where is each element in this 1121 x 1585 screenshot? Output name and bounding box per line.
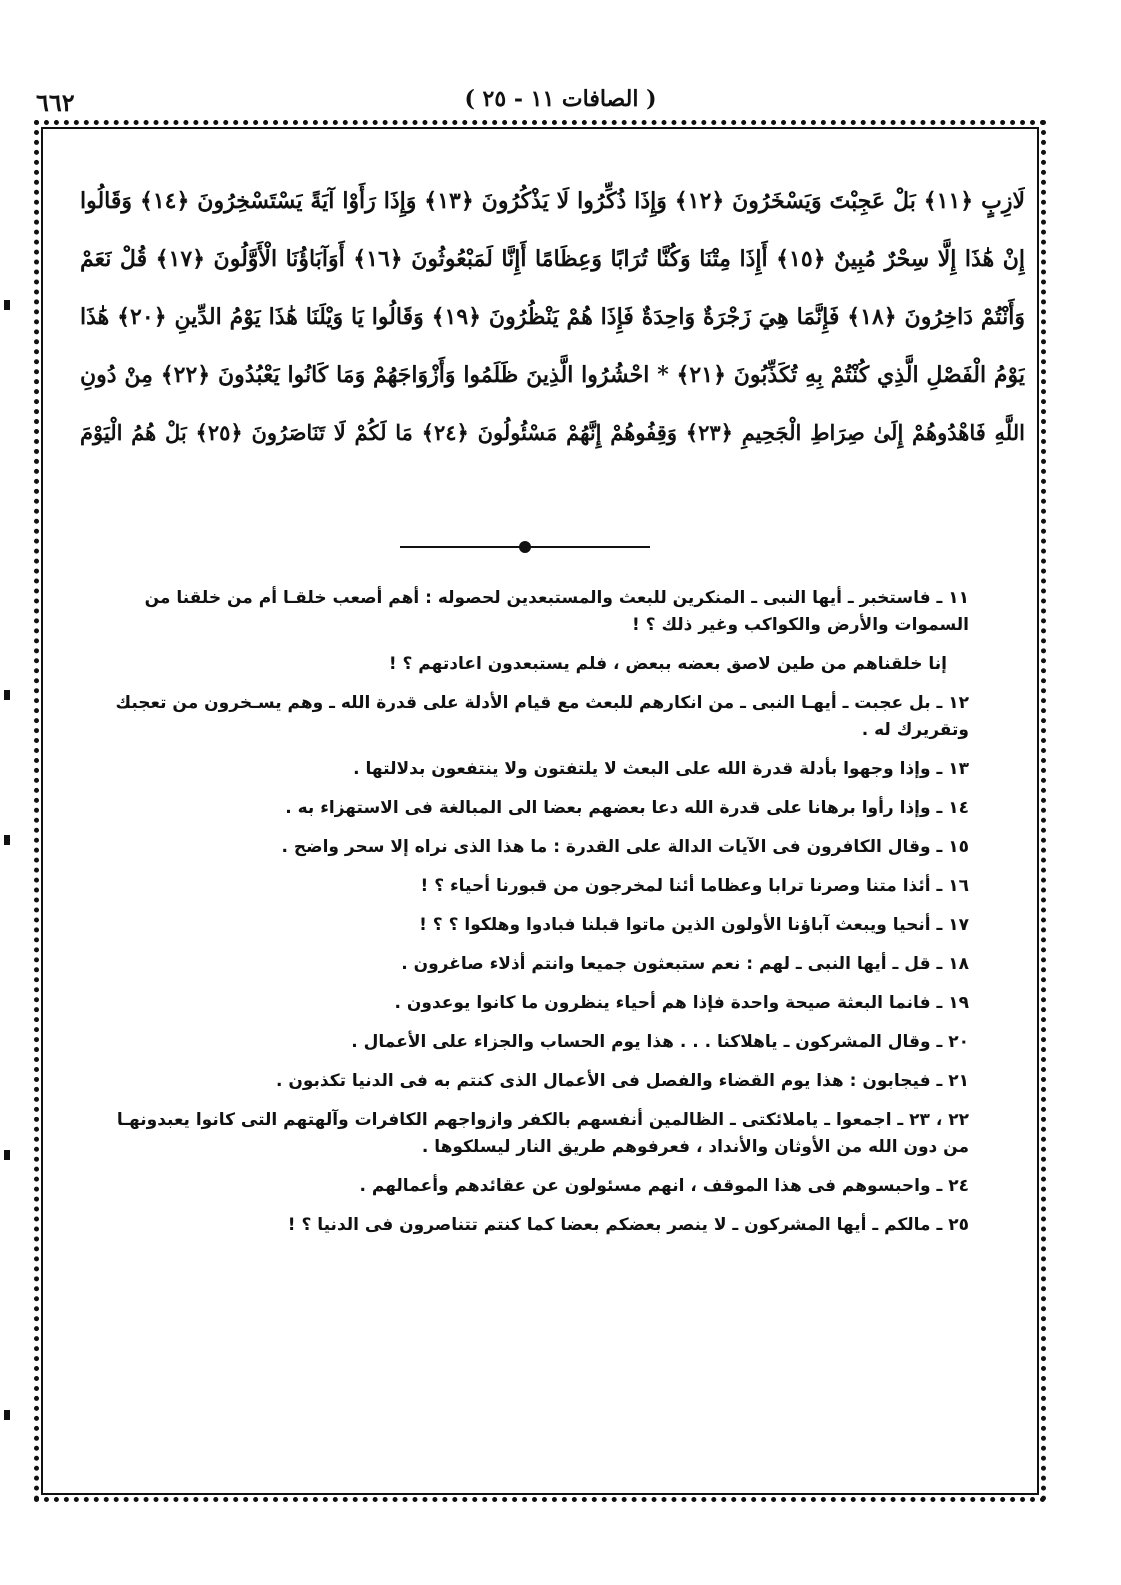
scan-mark [4, 1410, 10, 1420]
scan-mark [4, 690, 10, 700]
quran-line: وَأَنْتُمْ دَاخِرُونَ ﴿١٨﴾ فَإِنَّمَا هِيَ زَجْرَةٌ وَاحِدَةٌ فَإِذَا هُمْ يَنْظُرُونَ ﴿١٩﴾ وَقَالُوا يَا وَيْلَنَا هَٰذَا يَوْمُ الدِّينِ ﴿٢٠﴾ هَٰذَا [80, 304, 1025, 330]
tafsir-entry: ١١ ـ فاستخبر ـ أيها النبى ـ المنكرين للبعث والمستبعدين لحصوله : أهم أصعب خلقـا أم من خلقنا من السموات والأرض والكواكب وغير ذلك ؟ ! [144, 588, 969, 635]
tafsir-entry: ١٨ ـ قل ـ أيها النبى ـ لهم : نعم ستبعثون جميعا وانتم أذلاء صاغرون . [401, 954, 969, 974]
tafsir-entry: ١٧ ـ أنحيا ويبعث آباؤنا الأولون الذين ماتوا قبلنا فبادوا وهلكوا ؟ ؟ ! [419, 915, 969, 935]
tafsir-text [104, 585, 969, 1251]
tafsir-entry: ١٩ ـ فانما البعثة صيحة واحدة فإذا هم أحياء ينظرون ما كانوا يوعدون . [394, 993, 969, 1013]
tafsir-entry: ٢٠ ـ وقال المشركون ـ ياهلاكنا . . . هذا يوم الحساب والجزاء على الأعمال . [351, 1032, 969, 1052]
surah-title: ( الصافات ١١ - ٢٥ ) [464, 86, 657, 112]
tafsir-entry: ٢٢ ، ٢٣ ـ اجمعوا ـ ياملائكتى ـ الظالمين أنفسهم بالكفر وازواجهم الكافرات وآلهتهم التى كانوا يعبدونهـا من دون الله من الأوثان والأنداد ، فعرفوهم طريق النار ليسلكوها . [116, 1110, 969, 1157]
tafsir-entry: ١٤ ـ وإذا رأوا برهانا على قدرة الله دعا بعضهم بعضا الى المبالغة فى الاستهزاء به . [285, 798, 969, 818]
quran-line: إِنْ هَٰذَا إِلَّا سِحْرٌ مُبِينٌ ﴿١٥﴾ أَإِذَا مِتْنَا وَكُنَّا تُرَابًا وَعِظَامًا أَإِنَّا لَمَبْعُوثُونَ ﴿١٦﴾ أَوَآبَاؤُنَا الْأَوَّلُونَ ﴿١٧﴾ قُلْ نَعَمْ [80, 246, 1025, 272]
quran-line: لَازِبٍ ﴿١١﴾ بَلْ عَجِبْتَ وَيَسْخَرُونَ ﴿١٢﴾ وَإِذَا ذُكِّرُوا لَا يَذْكُرُونَ ﴿١٣﴾ وَإِذَا رَأَوْا آيَةً يَسْتَسْخِرُونَ ﴿١٤﴾ وَقَالُوا [80, 188, 1025, 214]
divider-dot [519, 541, 531, 553]
tafsir-entry: إنا خلقناهم من طين لاصق بعضه ببعض ، فلم يستبعدون اعادتهم ؟ ! [388, 654, 947, 674]
tafsir-entry: ١٢ ـ بل عجبت ـ أيهـا النبى ـ من انكارهم للبعث مع قيام الأدلة على قدرة الله ـ وهم يسـخرون من تعجبك وتقريرك له . [115, 693, 969, 740]
section-divider [400, 540, 650, 554]
scan-mark [4, 300, 10, 310]
quran-line: اللَّهِ فَاهْدُوهُمْ إِلَىٰ صِرَاطِ الْجَحِيمِ ﴿٢٣﴾ وَقِفُوهُمْ إِنَّهُمْ مَسْئُولُونَ ﴿٢٤﴾ مَا لَكُمْ لَا تَنَاصَرُونَ ﴿٢٥﴾ بَلْ هُمُ الْيَوْمَ [80, 420, 1025, 445]
tafsir-entry: ٢٤ ـ واحبسوهم فى هذا الموقف ، انهم مسئولون عن عقائدهم وأعمالهم . [359, 1176, 969, 1196]
scan-mark [4, 1150, 10, 1160]
page-number: ٦٦٢ [36, 88, 75, 117]
tafsir-entry: ١٦ ـ أئذا متنا وصرنا ترابا وعظاما أئنا لمخرجون من قبورنا أحياء ؟ ! [420, 876, 969, 896]
tafsir-entry: ٢١ ـ فيجابون : هذا يوم القضاء والفصل فى الأعمال الذى كنتم به فى الدنيا تكذبون . [276, 1071, 969, 1091]
quran-text [80, 172, 1025, 462]
tafsir-entry: ١٥ ـ وقال الكافرون فى الآيات الدالة على القدرة : ما هذا الذى نراه إلا سحر واضح . [281, 837, 969, 857]
quran-line: يَوْمُ الْفَصْلِ الَّذِي كُنْتُمْ بِهِ تُكَذِّبُونَ ﴿٢١﴾ * احْشُرُوا الَّذِينَ ظَلَمُوا وَأَزْوَاجَهُمْ وَمَا كَانُوا يَعْبُدُونَ ﴿٢٢﴾ مِنْ دُونِ [80, 362, 1025, 388]
scan-mark [4, 835, 10, 845]
tafsir-entry: ٢٥ ـ مالكم ـ أيها المشركون ـ لا ينصر بعضكم بعضا كما كنتم تتناصرون فى الدنيا ؟ ! [287, 1215, 969, 1235]
tafsir-entry: ١٣ ـ وإذا وجهوا بأدلة قدرة الله على البعث لا يلتفتون ولا ينتفعون بدلالتها . [353, 759, 969, 779]
